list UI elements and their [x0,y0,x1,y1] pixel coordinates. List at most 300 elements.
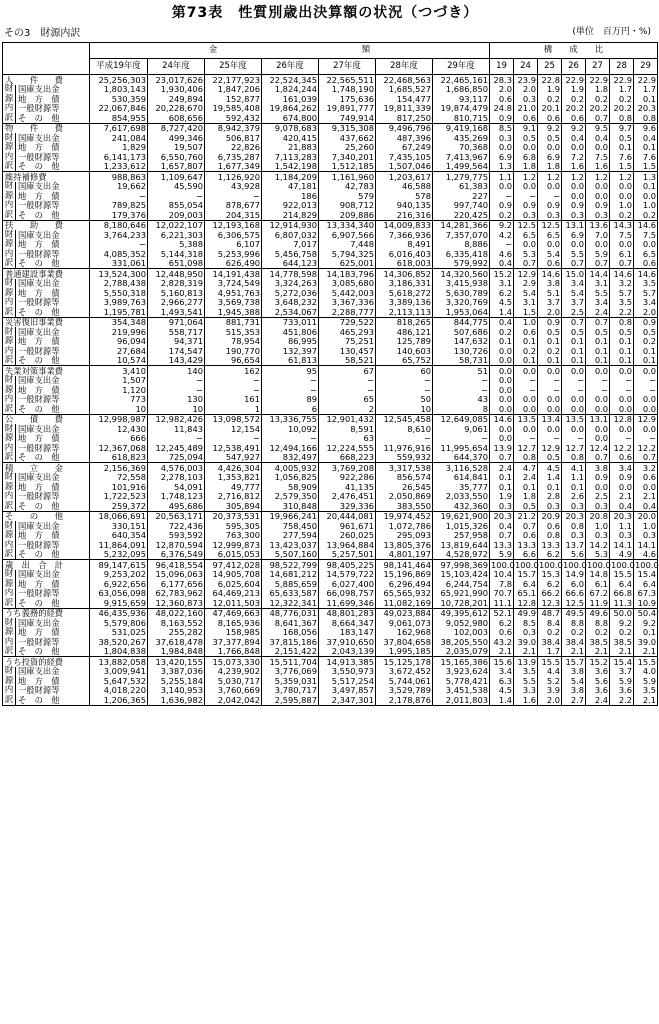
table-row [3,434,658,444]
cell-value: − [433,376,490,386]
cell-value: 5.9 [586,249,610,259]
cell-value: 15.5 [634,657,658,667]
cell-value: 1.2 [562,172,586,182]
cell-value: 65.1 [514,589,538,599]
cell-value: 9.1 [514,123,538,133]
cell-value: 0.0 [490,385,514,395]
cell-value: 1.0 [586,521,610,531]
cell-value: 43,928 [205,182,262,192]
cell-value: 1.8 [586,85,610,95]
cell-value: 5.3 [514,249,538,259]
cell-value: 0.2 [586,94,610,104]
cell-value: 179,376 [90,210,148,220]
row-label: 一般財源等 [16,104,90,114]
table-row [3,143,658,153]
cell-value: 46,588 [376,182,433,192]
cell-value: 100.0 [515,559,539,570]
table-row [3,531,658,541]
cell-value: 0.4 [490,259,514,269]
cell-value: 67.2 [586,589,610,599]
cell-value: 1 [205,404,262,414]
cell-value: − [205,191,262,201]
table-row [3,395,658,405]
cell-value: 0.3 [634,531,658,541]
cell-value: 3,389,136 [376,298,433,308]
side-label: 源 [3,579,16,589]
cell-value: 13,882,058 [90,657,148,667]
cell-value: 8,180,646 [90,220,148,230]
cell-value: 7.8 [490,579,514,589]
cell-value: 7.5 [610,230,634,240]
row-label: 国庫支出金 [16,570,90,580]
cell-value: 0.3 [514,628,538,638]
cell-value: 15,165,386 [433,657,490,667]
cell-value: 5.5 [586,288,610,298]
cell-value: 6,376,549 [148,550,205,560]
cell-value: 1.0 [610,201,634,211]
cell-value: 0.9 [634,317,658,327]
cell-value: 249,894 [148,94,205,104]
cell-value: 1.6 [586,162,610,172]
cell-value: 96,654 [205,356,262,366]
cell-value: 13.9 [514,657,538,667]
cell-value: 1.2 [610,172,634,182]
cell-value: 305,894 [205,501,262,511]
cell-value: 98,141,464 [376,560,433,570]
cell-value: 12.9 [538,443,562,453]
cell-value: 579,992 [433,259,490,269]
cell-value: 13,819,644 [433,540,490,550]
cell-value: 6.0 [562,579,586,589]
cell-value: 2.4 [586,307,610,317]
cell-value: 0.1 [610,337,634,347]
cell-value: 1.6 [514,695,538,705]
cell-value: 5.7 [634,288,658,298]
cell-value: 547,927 [205,453,262,463]
cell-value: 2.2 [610,695,634,705]
cell-value: 3,387,036 [148,667,205,677]
cell-value: 18,066,691 [90,511,148,521]
cell-value: 12,999,873 [205,540,262,550]
cell-value: 0.1 [490,482,514,492]
cell-value: 22,465,161 [433,75,490,85]
cell-value: 1.8 [514,162,538,172]
side-label: 源 [3,385,16,395]
cell-value: 277,594 [262,531,319,541]
table-row [3,676,658,686]
cell-value: − [148,385,205,395]
cell-value: 12,430 [90,424,148,434]
cell-value: 2.4 [586,695,610,705]
cell-value: 0.2 [610,628,634,638]
cell-value: 1.2 [586,172,610,182]
cell-value: 4,951,763 [205,288,262,298]
cell-value: 7,435,105 [376,152,433,162]
cell-value: 13,336,755 [262,414,319,424]
cell-value: 100.0 [611,559,635,570]
cell-value: 0.7 [490,531,514,541]
side-label: 内 [3,346,16,356]
cell-value: 50.4 [634,608,658,618]
row-label: そ の 他 [3,511,90,521]
cell-value: 758,450 [262,521,319,531]
cell-value: 817,250 [376,113,433,123]
table-subtitle: その3 財源内訳 [4,28,81,39]
table-row [3,637,658,647]
cell-value: 2,156,369 [90,463,148,473]
cell-value: 354,348 [90,317,148,327]
cell-value: 3.6 [586,686,610,696]
cell-value: 593,592 [148,531,205,541]
cell-value: 20.8 [586,511,610,521]
cell-value: 12.8 [514,598,538,608]
cell-value: − [562,385,586,395]
cell-value: 21.0 [514,104,538,114]
cell-value: 2,011,803 [433,695,490,705]
cell-value: 5,618,272 [376,288,433,298]
cell-value: 0.7 [610,259,634,269]
cell-value: 50.0 [610,608,634,618]
cell-value: 4.4 [538,667,562,677]
cell-value: 19,662 [90,182,148,192]
row-label: そ の 他 [16,598,90,608]
cell-value: 12.9 [634,414,658,424]
cell-value: 5.1 [538,288,562,298]
cell-value: 0.1 [586,346,610,356]
cell-value: 1.4 [490,695,514,705]
cell-value: 0.0 [634,404,658,414]
cell-value: 15.4 [634,570,658,580]
header-years-row [3,59,658,75]
cell-value: 2,716,812 [205,492,262,502]
cell-value: 1.8 [514,492,538,502]
cell-value: 4,085,352 [90,249,148,259]
cell-value: 0.8 [610,317,634,327]
cell-value: 14.6 [634,220,658,230]
cell-value: 6.5 [538,230,562,240]
table-row [3,404,658,414]
cell-value: 14,579,722 [319,570,376,580]
cell-value: 22.9 [586,75,610,85]
cell-value: 997,740 [433,201,490,211]
cell-value: 0.1 [586,356,610,366]
table-row [3,686,658,696]
cell-value: 13,964,884 [319,540,376,550]
row-label: そ の 他 [16,453,90,463]
cell-value: 5,456,758 [262,249,319,259]
cell-value: 13,098,572 [205,414,262,424]
table-row [3,201,658,211]
side-label: 訳 [3,259,16,269]
cell-value: 2,288,777 [319,307,376,317]
table-row [3,482,658,492]
cell-value: 14.3 [610,220,634,230]
table-row [3,259,658,269]
cell-value: 0.0 [538,366,562,376]
cell-value: 0.6 [538,521,562,531]
row-label: 国庫支出金 [16,376,90,386]
cell-value: 5,253,996 [205,249,262,259]
cell-value: 0.4 [634,501,658,511]
cell-value: 38.5 [586,637,610,647]
cell-value: 1.2 [514,172,538,182]
table-row [3,133,658,143]
cell-value: 20.0 [634,511,658,521]
row-label: 国庫支出金 [16,618,90,628]
cell-value: 1,930,406 [148,85,205,95]
cell-value: 168,056 [262,628,319,638]
cell-value: 844,775 [433,317,490,327]
cell-value: 3.2 [634,463,658,473]
cell-value: 0.3 [538,501,562,511]
header-year: 26年度 [262,59,319,75]
cell-value: 20.3 [610,511,634,521]
row-label: 国庫支出金 [16,182,90,192]
table-row [3,550,658,560]
cell-value: 5.9 [634,676,658,686]
cell-value: 0.1 [538,356,562,366]
table-row [3,85,658,95]
cell-value: 1,995,185 [376,647,433,657]
cell-value: 0.0 [634,424,658,434]
cell-value: 0.2 [490,327,514,337]
cell-value: 2.1 [490,647,514,657]
cell-value: 3.8 [562,667,586,677]
cell-value: 3.4 [634,298,658,308]
cell-value: 65 [319,395,376,405]
cell-value: 8 [433,404,490,414]
cell-value: 7.2 [562,152,586,162]
header-ratio-year: 24 [514,59,538,75]
cell-value: 3,769,208 [319,463,376,473]
cell-value: 0.0 [586,404,610,414]
cell-value: 3,415,938 [433,279,490,289]
row-label: そ の 他 [16,259,90,269]
cell-value: 0.3 [610,531,634,541]
cell-value: 0.9 [490,201,514,211]
header-ratio-year: 19 [490,59,514,75]
cell-value: 2.0 [514,85,538,95]
row-label: 一般財源等 [16,637,90,647]
cell-value: 12,914,930 [262,220,319,230]
cell-value: 8.4 [538,618,562,628]
table-row [3,579,658,589]
cell-value: 13,423,037 [262,540,319,550]
cell-value: 219,996 [90,327,148,337]
cell-value: 0.0 [610,240,634,250]
header-ratio-year: 26 [562,59,586,75]
cell-value: 2.1 [610,647,634,657]
cell-value: 0.0 [490,366,514,376]
cell-value: 25,260 [319,143,376,153]
cell-value: 25,256,303 [90,75,148,85]
cell-value: 3.4 [610,463,634,473]
cell-value: 0.1 [586,337,610,347]
cell-value: 0.5 [514,501,538,511]
row-label: 国庫支出金 [16,327,90,337]
cell-value: 12,998,987 [90,414,148,424]
cell-value: 651,098 [148,259,205,269]
cell-value: 2,579,350 [262,492,319,502]
cell-value: 0.0 [490,346,514,356]
cell-value: 14,905,708 [205,570,262,580]
cell-value: − [610,376,634,386]
cell-value: 6.9 [562,230,586,240]
cell-value: 0.0 [586,434,610,444]
cell-value: 52.1 [490,608,514,618]
table-row-total [3,463,658,473]
cell-value: 49.5 [562,608,586,618]
table-row [3,376,658,386]
cell-value: 1,945,388 [205,307,262,317]
cell-value: − [586,376,610,386]
cell-value: 1,766,848 [205,647,262,657]
cell-value: 0.9 [514,201,538,211]
side-label: 財 [3,618,16,628]
cell-value: 13.3 [514,540,538,550]
cell-value: 12.8 [610,414,634,424]
cell-value: 0.0 [538,182,562,192]
table-row [3,589,658,599]
cell-value: 2,035,079 [433,647,490,657]
cell-value: − [376,376,433,386]
cell-value: 13.5 [514,414,538,424]
cell-value: 2,050,869 [376,492,433,502]
cell-value: 8.8 [586,618,610,628]
table-row-total [3,172,658,182]
cell-value: 729,522 [319,317,376,327]
row-label: そ の 他 [16,307,90,317]
cell-value: 1.6 [562,162,586,172]
cell-value: 854,955 [90,113,148,123]
cell-value: 0.0 [610,395,634,405]
cell-value: 1,748,123 [148,492,205,502]
cell-value: 1.5 [610,162,634,172]
cell-value: 49,395,612 [433,608,490,618]
cell-value: 0.3 [586,501,610,511]
cell-value: 255,282 [148,628,205,638]
cell-value: 1,109,647 [148,172,205,182]
cell-value: 4,576,003 [148,463,205,473]
cell-value: 0.1 [634,182,658,192]
cell-value: 3,140,953 [148,686,205,696]
cell-value: 579 [319,191,376,201]
cell-value: 722,436 [148,521,205,531]
cell-value: 0.5 [538,453,562,463]
side-label: 内 [3,152,16,162]
row-label: 地 方 債 [16,337,90,347]
side-label: 源 [3,482,16,492]
cell-value: 0.1 [538,337,562,347]
cell-value: 0.0 [634,395,658,405]
row-label: 地 方 債 [16,143,90,153]
cell-value: 5,160,813 [148,288,205,298]
cell-value: 0.0 [610,424,634,434]
cell-value: 1,636,982 [148,695,205,705]
cell-value: 61,813 [262,356,319,366]
cell-value: 37,815,186 [262,637,319,647]
row-label: そ の 他 [16,113,90,123]
cell-value: 6,025,604 [205,579,262,589]
cell-value: 0.3 [562,531,586,541]
cell-value: 465,293 [319,327,376,337]
cell-value: 3,923,624 [433,667,490,677]
table-row [3,210,658,220]
cell-value: 1,015,326 [433,521,490,531]
cell-value: 832,497 [262,453,319,463]
cell-value: 50 [376,395,433,405]
cell-value: 6.4 [514,579,538,589]
side-label: 財 [3,521,16,531]
cell-value: 5.4 [514,288,538,298]
cell-value: 0.0 [562,424,586,434]
cell-value: 666 [90,434,148,444]
row-label: 一般財源等 [16,540,90,550]
cell-value: 6.1 [610,249,634,259]
cell-value: 8,610 [376,424,433,434]
cell-value: 0.6 [538,113,562,123]
cell-value: 19,864,262 [262,104,319,114]
cell-value: 2.1 [634,647,658,657]
side-label: 訳 [3,307,16,317]
cell-value: 5,630,789 [433,288,490,298]
cell-value: 330,151 [90,521,148,531]
cell-value: 3,648,232 [262,298,319,308]
cell-value: 8,727,420 [148,123,205,133]
table-row [3,113,658,123]
cell-value: 15.0 [562,269,586,279]
cell-value: 12.7 [562,443,586,453]
cell-value: 1.0 [634,521,658,531]
cell-value: 1.7 [610,85,634,95]
row-label: 国庫支出金 [16,85,90,95]
row-label: 国庫支出金 [16,279,90,289]
cell-value: 0.2 [538,94,562,104]
cell-value: 101,916 [90,482,148,492]
side-label: 源 [3,240,16,250]
row-label: 一般財源等 [16,589,90,599]
cell-value: 10 [90,404,148,414]
cell-value: 0.1 [490,337,514,347]
cell-value: 0.1 [610,346,634,356]
cell-value: 0.3 [514,94,538,104]
cell-value: 70.7 [490,589,514,599]
cell-value: 1,824,244 [262,85,319,95]
cell-value: 3,760,669 [205,686,262,696]
cell-value: 14.2 [586,540,610,550]
cell-value: 132,397 [262,346,319,356]
row-label: 国庫支出金 [16,133,90,143]
cell-value: 3,116,528 [433,463,490,473]
cell-value: 13.1 [562,220,586,230]
cell-value: 2,347,301 [319,695,376,705]
cell-value: 0.0 [610,404,634,414]
cell-value: 10.4 [490,570,514,580]
cell-value: 60 [376,366,433,376]
cell-value: 4.2 [490,230,514,240]
cell-value: 5.5 [562,249,586,259]
cell-value: 28.3 [490,75,514,85]
cell-value: 4.6 [634,550,658,560]
cell-value: 49.6 [586,608,610,618]
table-row-total [3,657,658,667]
cell-value: 1,206,365 [90,695,148,705]
cell-value: 0.0 [490,395,514,405]
cell-value: 1,677,349 [205,162,262,172]
cell-value: 5,579,806 [90,618,148,628]
cell-value: 5.4 [538,249,562,259]
cell-value: 3,776,069 [262,667,319,677]
